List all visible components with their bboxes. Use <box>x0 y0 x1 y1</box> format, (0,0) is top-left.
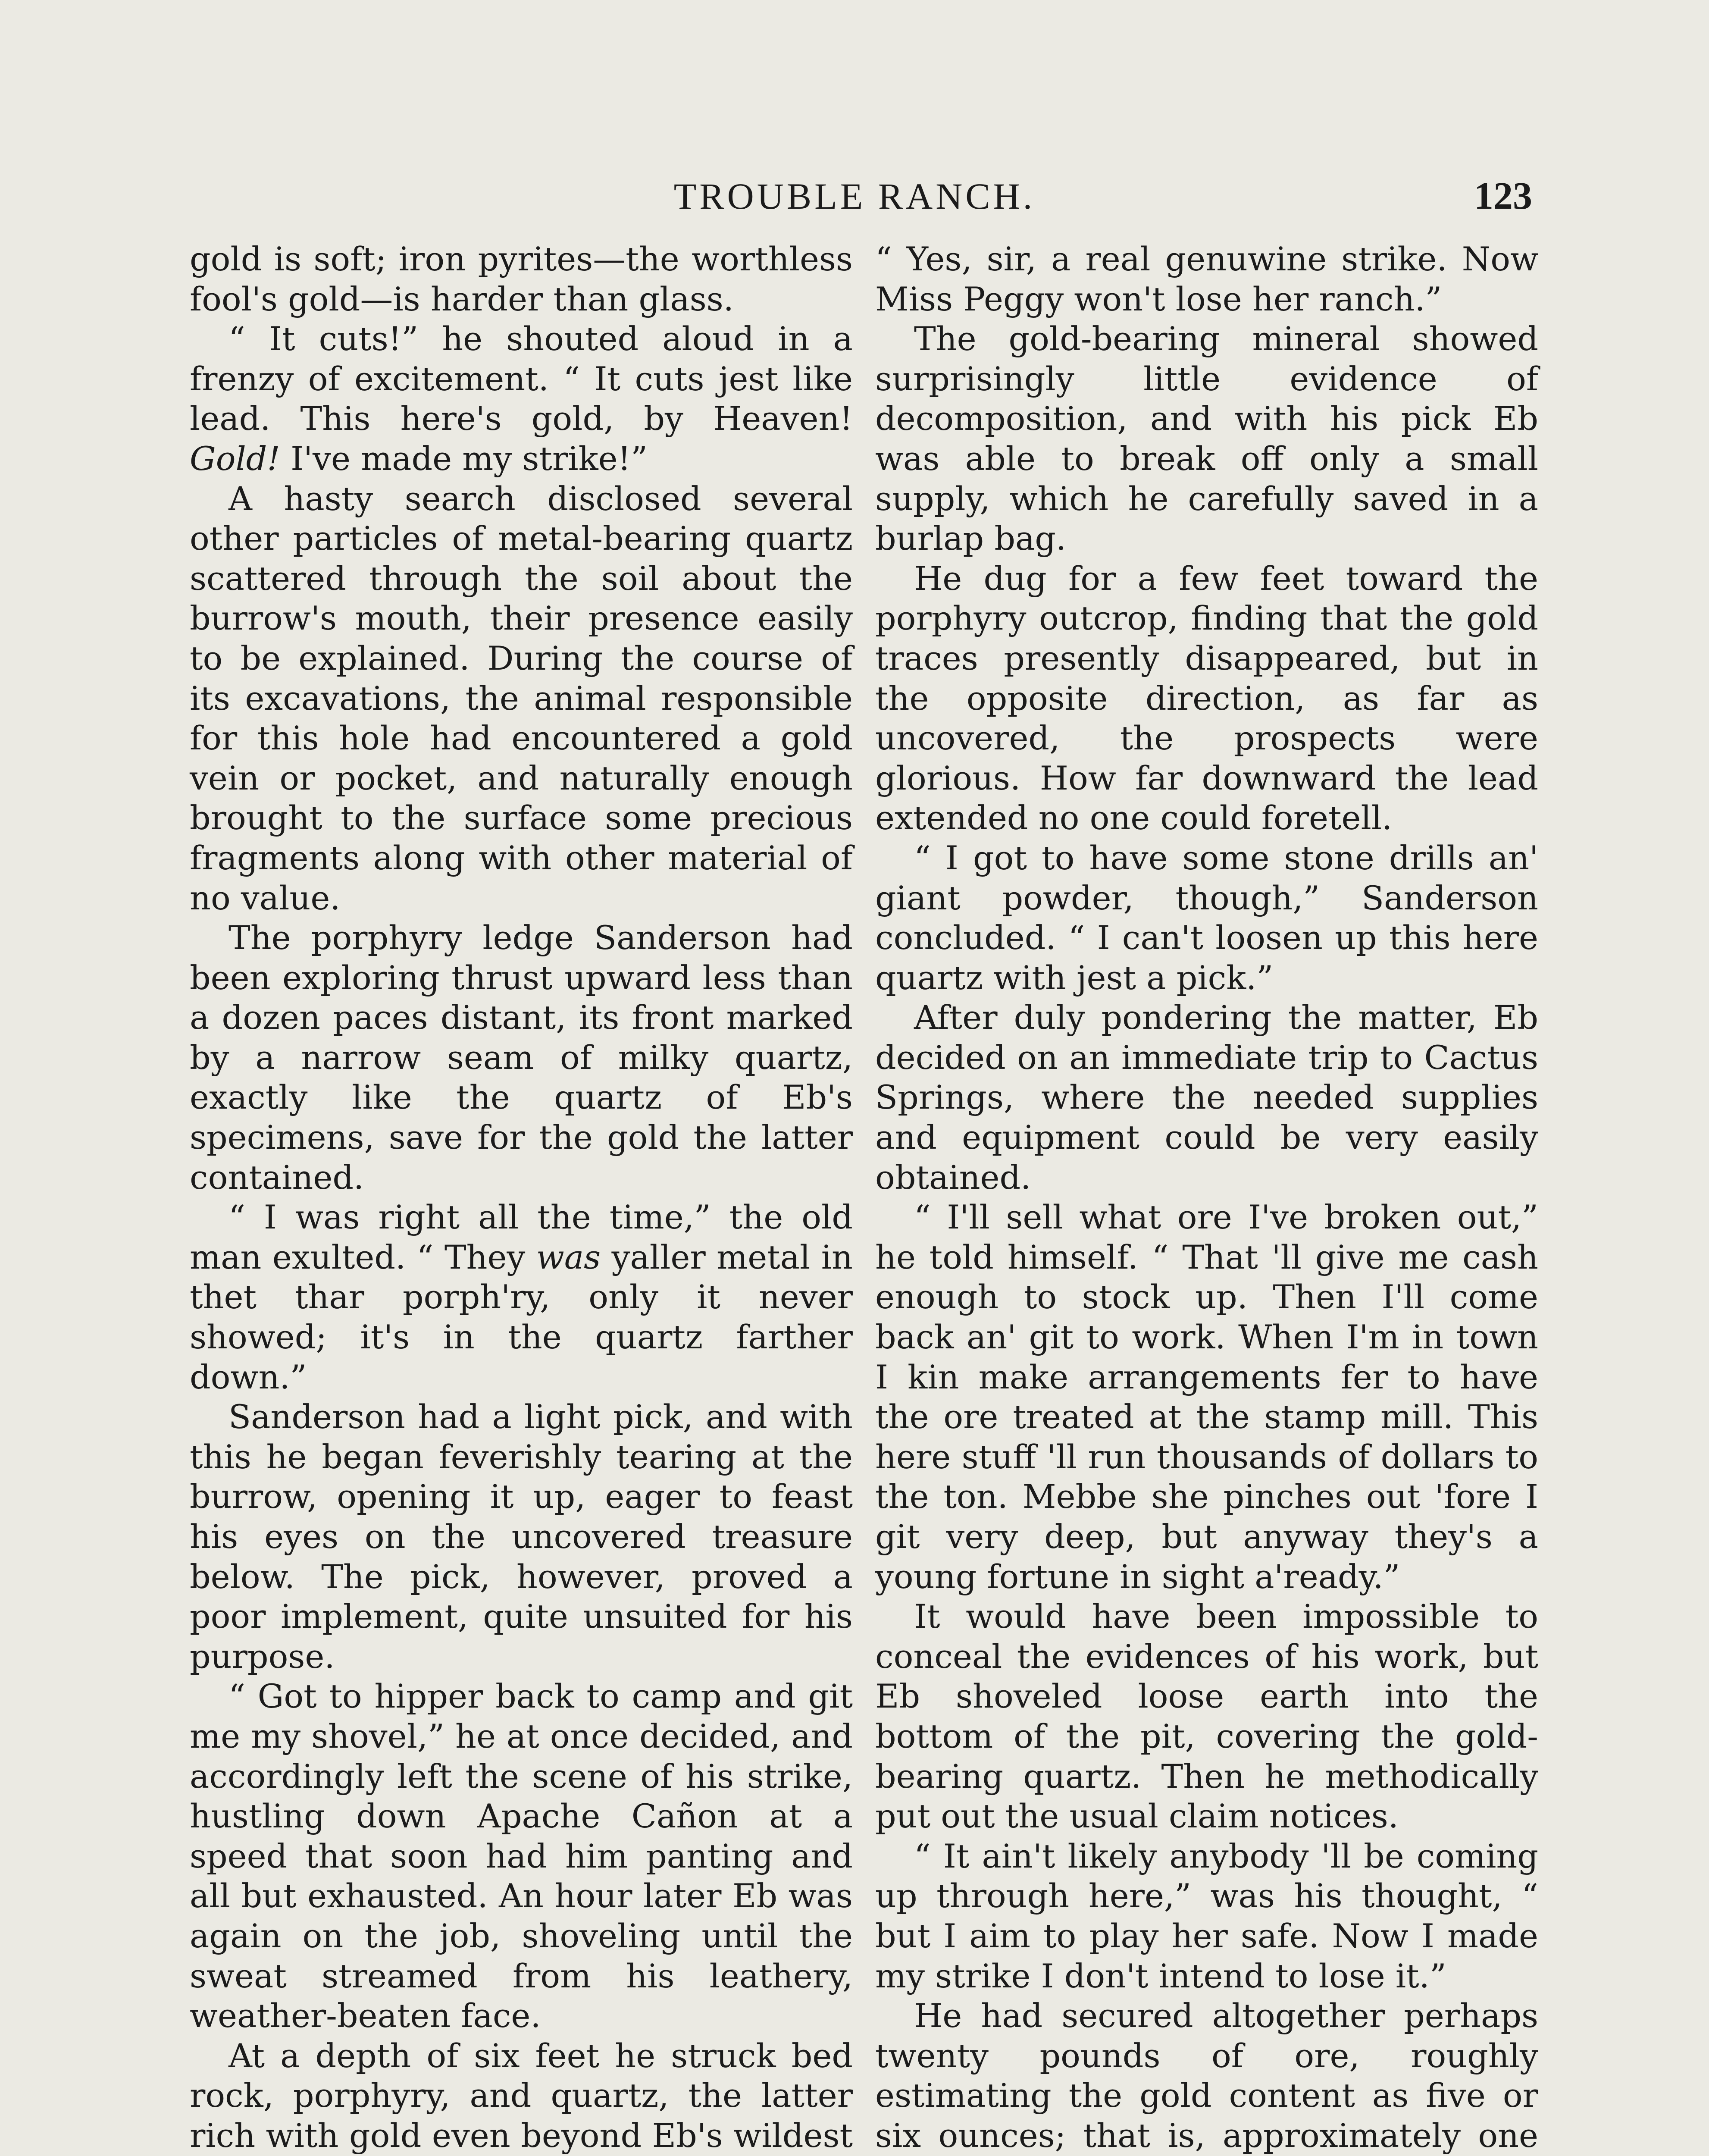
paragraph: gold is soft; iron pyrites—the worthless fool's gold—is harder than glass. <box>190 240 853 318</box>
paragraph: “ I'll sell what ore I've broken out,” he told himself. “ That 'll give me cash enough to stock up. Then I'll come back an' git to work. When I'm in town I kin make arrangements fer to have the ore treated at the stamp mill. This here stuff 'll run thousands of dollars to the ton. Mebbe she pinches out 'fore I git very deep, but anyway they's a young fortune in sight a'ready.” <box>875 1198 1538 1596</box>
paragraph: He dug for a few feet toward the porphyry outcrop, finding that the gold traces presently disappeared, but in the opposite direction, as far as uncovered, the prospects were glorious. How far downward the lead extended no one could foretell. <box>875 559 1538 837</box>
italic-text: Gold! <box>190 439 280 478</box>
paragraph-text: I've made my strike!” <box>280 439 648 478</box>
paragraph <box>190 319 853 479</box>
paragraph: “ I got to have some stone drills an' giant powder, though,” Sanderson concluded. “ I can't loosen up this here quartz with jest a pick.” <box>875 838 1538 997</box>
paragraph-text: “ It cuts!” he shouted aloud in a frenzy of excitement. “ It cuts jest like lead. This here's gold, by Heaven! <box>190 320 853 438</box>
paragraph: The gold-bearing mineral showed surprisingly little evidence of decomposition, and with his pick Eb was able to break off only a small supply, which he carefully saved in a burlap bag. <box>875 320 1538 558</box>
paragraph: “ Yes, sir, a real genuwine strike. Now Miss Peggy won't lose her ranch.” <box>875 240 1538 318</box>
paragraph <box>190 1197 853 1397</box>
paragraph: It would have been impossible to conceal the evidences of his work, but Eb shoveled loose earth into the bottom of the pit, covering the gold-bearing quartz. Then he methodically put out the usual claim notices. <box>875 1597 1538 1836</box>
running-title: TROUBLE RANCH. <box>673 175 1036 217</box>
left-column <box>190 239 853 2156</box>
italic-text: was <box>536 1238 601 1276</box>
page-number: 123 <box>1474 175 1532 217</box>
paragraph: “ It ain't likely anybody 'll be coming up through here,” was his thought, “ but I aim to play her safe. Now I made my strike I don't intend to lose it.” <box>875 1836 1538 1995</box>
paragraph: At a depth of six feet he struck bed rock, porphyry, and quartz, the latter rich with gold even beyond Eb's wildest <box>190 2036 853 2155</box>
paragraph: “ Got to hipper back to camp and git me my shovel,” he at once decided, and accordingly left the scene of his strike, hustling down Apache Cañon at a speed that soon had him panting and all but exhausted. An hour later Eb was again on the job, shoveling until the sweat streamed from his leathery, weather-beaten face. <box>190 1677 853 2035</box>
right-column <box>875 239 1538 2156</box>
paragraph: After duly pondering the matter, Eb decided on an immediate trip to Cactus Springs, where the needed supplies and equipment could be very easily obtained. <box>875 998 1538 1197</box>
paragraph: A hasty search disclosed several other particles of metal-bearing quartz scattered through the soil about the burrow's mouth, their presence easily to be explained. During the course of its excavations, the animal responsible for this hole had encountered a gold vein or pocket, and naturally enough brought to the surface some precious fragments along with other material of no value. <box>190 479 853 917</box>
paragraph-text: yaller metal in thet thar porph'ry, only it never showed; it's in the quartz farther down.” <box>190 1238 853 1396</box>
paragraph-text: “ I was right all the time,” the old man exulted. “ They <box>190 1198 853 1276</box>
paragraph: Sanderson had a light pick, and with this he began feverishly tearing at the burrow, opening it up, eager to feast his eyes on the uncovered treasure below. The pick, however, proved a poor implement, quite unsuited for his purpose. <box>190 1398 853 1676</box>
page-header <box>0 170 1709 222</box>
paragraph: The porphyry ledge Sanderson had been exploring thrust upward less than a dozen paces distant, its front marked by a narrow seam of milky quartz, exactly like the quartz of Eb's specimens, save for the gold the latter contained. <box>190 918 853 1197</box>
paragraph: He had secured altogether perhaps twenty pounds of ore, roughly estimating the gold content as five or six ounces; that is, approximately one <box>875 1996 1538 2155</box>
